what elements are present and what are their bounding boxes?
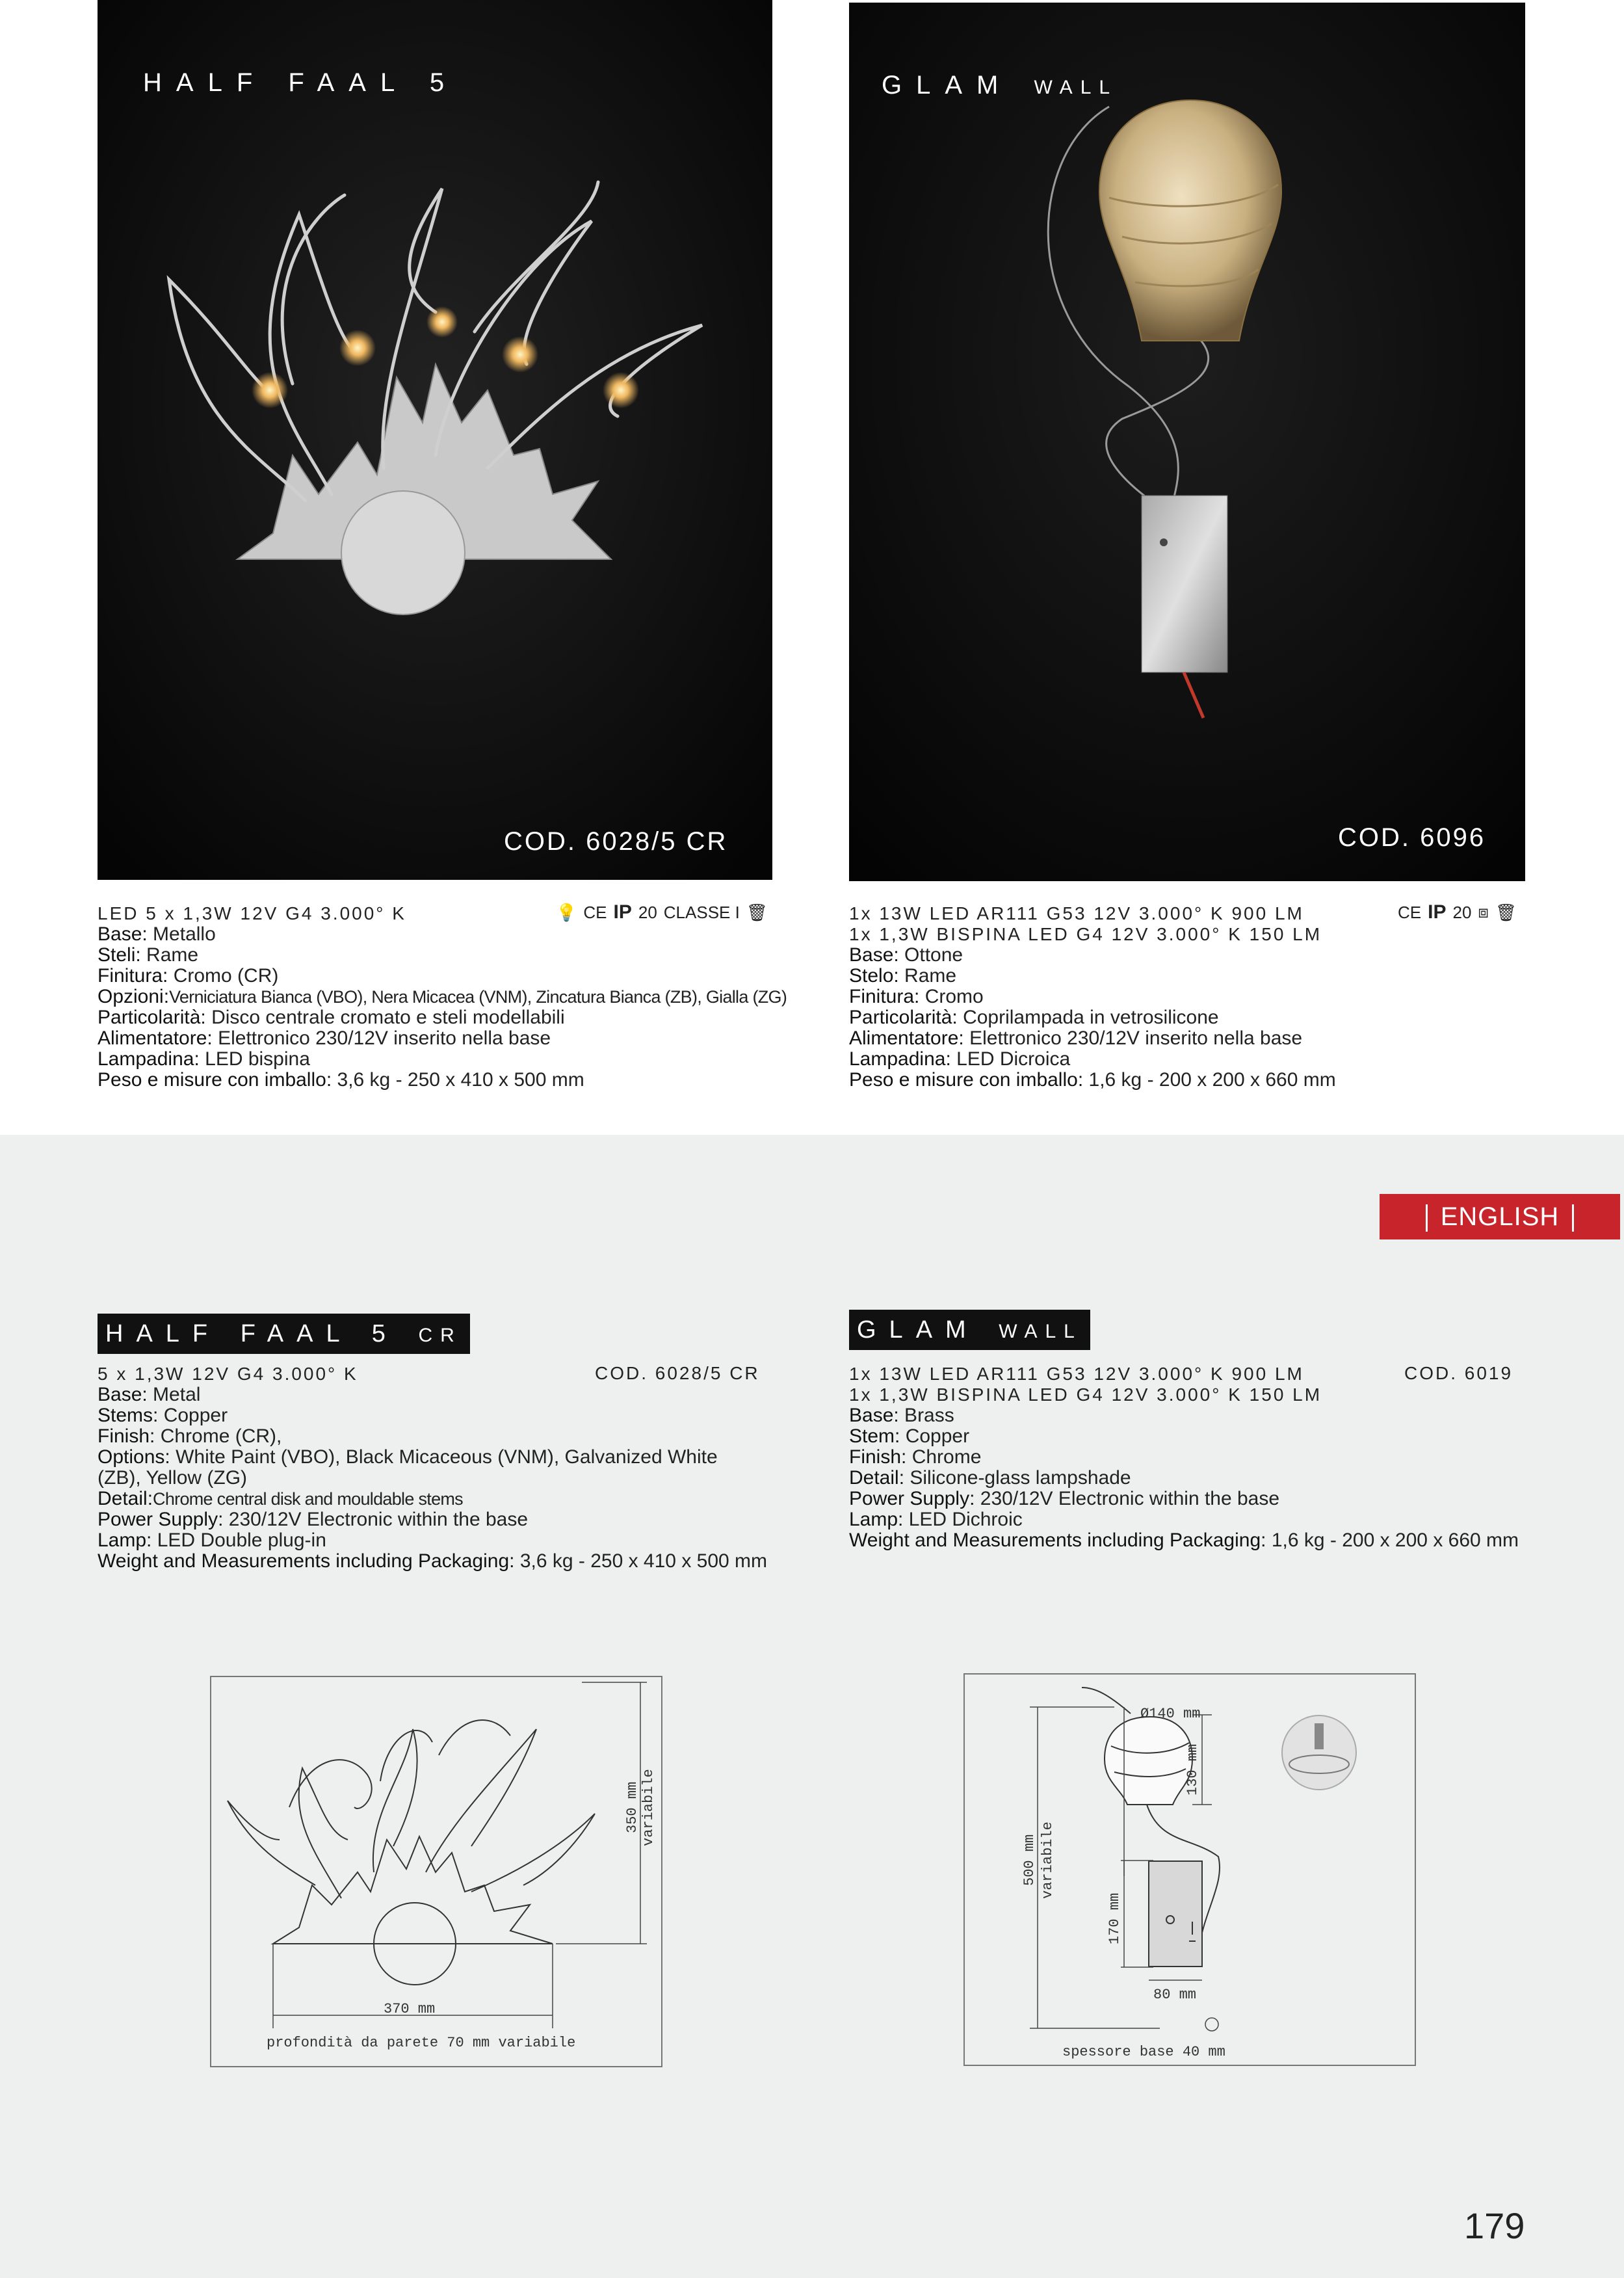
- weee-bin-icon: 🗑: [1495, 902, 1517, 922]
- half-faal-spec-it: [98, 903, 787, 1091]
- base-height-dimension: 170 mm: [1107, 1892, 1123, 1944]
- spec-row: Peso e misure con imballo: 1,6 kg - 200 x 200 x 660 mm: [849, 1069, 1336, 1091]
- tag-main: HALF FAAL 5: [105, 1320, 399, 1347]
- spec-row: Particolarità: Coprilampada in vetrosilicone: [849, 1007, 1219, 1028]
- ip-number: 20: [1452, 902, 1472, 922]
- half-faal-outline-drawing: [211, 1677, 661, 2066]
- spec-row: Base: Metal: [98, 1384, 201, 1405]
- ip-number: 20: [638, 902, 657, 922]
- tag-main: GLAM: [857, 1316, 979, 1344]
- language-label: [1380, 1194, 1620, 1239]
- diameter-dimension: Ø140 mm: [1140, 1706, 1201, 1722]
- depth-note: profondità da parete 70 mm variabile: [267, 2035, 576, 2051]
- tag-sub: CR: [418, 1325, 462, 1346]
- shade-height-dimension: 130 mm: [1185, 1743, 1201, 1795]
- spec-row: Finitura: Cromo (CR): [98, 965, 279, 987]
- spec-row: Base: Metallo: [98, 923, 216, 945]
- spec-row: Finish: Chrome (CR),: [98, 1425, 282, 1447]
- spec-lamp-line: 1x 13W LED AR111 G53 12V 3.000° K 900 LM: [849, 1364, 1304, 1384]
- spec-lamp-line: 1x 1,3W BISPINA LED G4 12V 3.000° K 150 LM: [849, 1384, 1322, 1405]
- spec-row: Particolarità: Disco centrale cromato e steli modellabili: [98, 1007, 565, 1028]
- spec-row: Alimentatore: Elettronico 230/12V inserito nella base: [849, 1027, 1303, 1049]
- ce-mark: CE: [583, 902, 607, 922]
- ip-label: IP: [1428, 901, 1447, 923]
- half-faal-cr-tag: [98, 1314, 470, 1354]
- spec-row: Opzioni:Verniciatura Bianca (VBO), Nera Micacea (VNM), Zincatura Bianca (ZB), Gialla (ZG): [98, 986, 787, 1007]
- certification-marks: [1398, 901, 1517, 923]
- spec-row: Lamp: LED Dichroic: [849, 1509, 1023, 1530]
- weee-bin-icon: 🗑: [746, 902, 768, 922]
- photo-code: COD. 6028/5 CR: [504, 827, 728, 856]
- glam-wall-tag: [849, 1310, 1090, 1350]
- photo-title-main: GLAM: [882, 71, 1013, 99]
- spec-row: Weight and Measurements including Packaging: 1,6 kg - 200 x 200 x 660 mm: [849, 1530, 1519, 1551]
- photo-code: COD. 6096: [1338, 823, 1486, 852]
- spec-row: Stem: Copper: [849, 1425, 970, 1447]
- spec-row: Alimentatore: Elettronico 230/12V inserito nella base: [98, 1027, 551, 1049]
- width-dimension: 370 mm: [384, 2001, 436, 2017]
- glam-wall-lamp-image: [849, 3, 1525, 881]
- spec-row: Steli: Rame: [98, 944, 199, 966]
- half-faal-spec-en: [98, 1364, 813, 1572]
- spec-row: Options: White Paint (VBO), Black Micaceous (VNM), Galvanized White: [98, 1446, 718, 1468]
- spec-row: Detail:Chrome central disk and mouldable stems: [98, 1488, 463, 1509]
- photo-title-sub: WALL: [1034, 77, 1118, 98]
- spec-row: (ZB), Yellow (ZG): [98, 1467, 248, 1489]
- half-faal-technical-drawing: [210, 1676, 662, 2067]
- spec-row: Lampadina: LED Dicroica: [849, 1048, 1071, 1070]
- english-label-text: ENGLISH: [1440, 1202, 1560, 1231]
- total-height-dimension: 500 mm: [1021, 1834, 1038, 1886]
- spec-row: Power Supply: 230/12V Electronic within the base: [849, 1488, 1280, 1509]
- spec-row: Stems: Copper: [98, 1405, 228, 1426]
- half-faal-photo: [98, 0, 772, 880]
- divider: [1426, 1204, 1428, 1232]
- height-dimension: 350 mm: [624, 1781, 640, 1833]
- base-width-dimension: 80 mm: [1153, 1987, 1197, 2003]
- spec-row: Power Supply: 230/12V Electronic within the base: [98, 1509, 529, 1530]
- spec-row: Peso e misure con imballo: 3,6 kg - 250 x 410 x 500 mm: [98, 1069, 584, 1091]
- spec-row: Base: Brass: [849, 1405, 954, 1426]
- glam-wall-photo: [849, 3, 1525, 881]
- spec-lamp-line: 5 x 1,3W 12V G4 3.000° K: [98, 1364, 358, 1384]
- spec-row: Lampadina: LED bispina: [98, 1048, 310, 1070]
- spec-lamp-line: 1x 13W LED AR111 G53 12V 3.000° K 900 LM: [849, 903, 1304, 923]
- product-code: COD. 6019: [1404, 1363, 1513, 1383]
- product-code: COD. 6028/5 CR: [595, 1363, 760, 1383]
- spec-lamp-line: 1x 1,3W BISPINA LED G4 12V 3.000° K 150 LM: [849, 924, 1322, 944]
- spec-row: Base: Ottone: [849, 944, 963, 966]
- total-height-note: variabile: [1040, 1821, 1056, 1899]
- double-insulation-icon: ⧈: [1478, 902, 1489, 921]
- spec-row: Detail: Silicone-glass lampshade: [849, 1467, 1131, 1489]
- bulb-icon: 💡: [556, 902, 577, 922]
- photo-title: [882, 71, 1118, 100]
- spec-row: Stelo: Rame: [849, 965, 957, 987]
- height-note: variabile: [640, 1769, 657, 1846]
- certification-marks: [556, 901, 768, 923]
- glam-wall-spec-en: [849, 1364, 1564, 1551]
- glam-wall-spec-it: [849, 903, 1525, 1091]
- spec-row: Finitura: Cromo: [849, 986, 984, 1007]
- photo-title: HALF FAAL 5: [143, 68, 459, 97]
- ce-mark: CE: [1398, 902, 1422, 922]
- page-number: 179: [1464, 2205, 1525, 2246]
- ip-label: IP: [613, 901, 632, 923]
- half-faal-lamp-image: [98, 0, 772, 880]
- divider: [1572, 1204, 1574, 1232]
- class-label: CLASSE I: [663, 902, 740, 922]
- spec-lamp-line: LED 5 x 1,3W 12V G4 3.000° K: [98, 903, 406, 923]
- tag-sub: WALL: [999, 1321, 1082, 1342]
- spec-row: Lamp: LED Double plug-in: [98, 1530, 326, 1551]
- glam-wall-technical-drawing: [963, 1673, 1416, 2066]
- spec-row: Finish: Chrome: [849, 1446, 982, 1468]
- base-thickness-note: spessore base 40 mm: [1062, 2044, 1225, 2060]
- spec-row: Weight and Measurements including Packaging: 3,6 kg - 250 x 410 x 500 mm: [98, 1550, 768, 1572]
